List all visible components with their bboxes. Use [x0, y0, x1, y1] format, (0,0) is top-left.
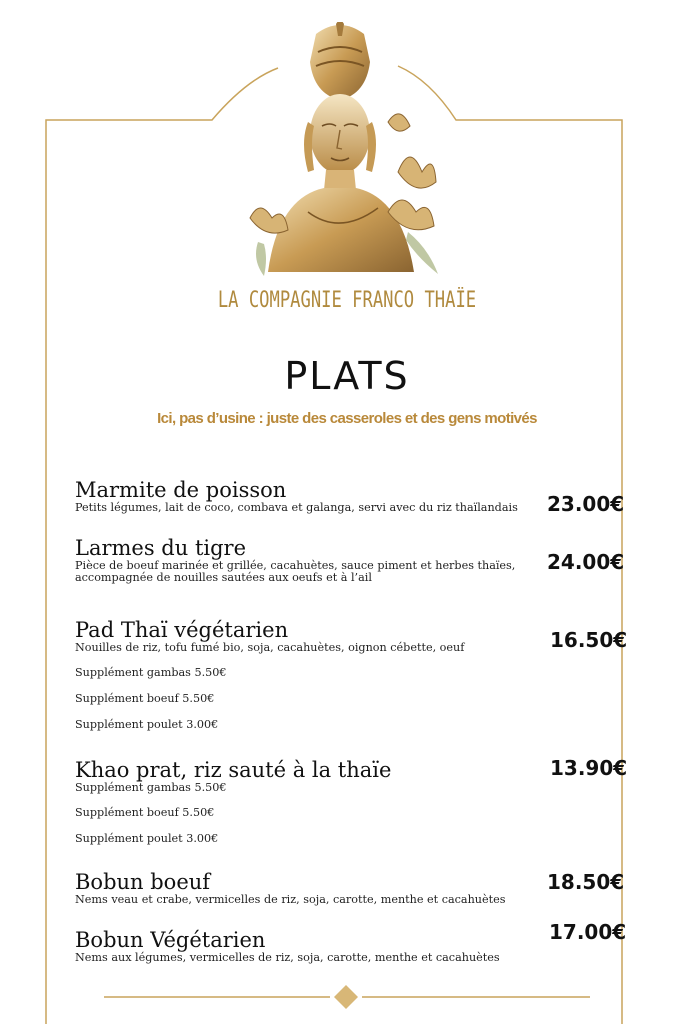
dish-name: Khao prat, riz sauté à la thaïe [75, 758, 392, 782]
dish-price: 17.00€ [549, 920, 627, 944]
tagline: Ici, pas d’usine : juste des casseroles et des gens motivés [157, 410, 537, 427]
supplement-line: Supplément poulet 3.00€ [75, 832, 219, 845]
dish-name: Marmite de poisson [75, 478, 287, 502]
dish-description: Nems veau et crabe, vermicelles de riz, soja, carotte, menthe et cacahuètes [75, 893, 506, 906]
dish-price: 13.90€ [550, 756, 628, 780]
divider-ornament [104, 985, 590, 1009]
dish-description: Nouilles de riz, tofu fumé bio, soja, cacahuètes, oignon cébette, oeuf [75, 641, 465, 654]
buddha-logo-icon [238, 22, 442, 284]
restaurant-brand: LA COMPAGNIE FRANCO THAÏE [217, 288, 477, 313]
dish-name: Bobun Végétarien [75, 928, 266, 952]
dish-price: 18.50€ [547, 870, 625, 894]
dish-price: 23.00€ [547, 492, 625, 516]
dish-description: Nems aux légumes, vermicelles de riz, soja, carotte, menthe et cacahuètes [75, 951, 500, 964]
dish-name: Pad Thaï végétarien [75, 618, 289, 642]
dish-price: 24.00€ [547, 550, 625, 574]
dish-description: Pièce de boeuf marinée et grillée, cacahuètes, sauce piment et herbes thaïes, [75, 559, 516, 572]
dish-price: 16.50€ [550, 628, 628, 652]
dish-description: Petits légumes, lait de coco, combava et galanga, servi avec du riz thaïlandais [75, 501, 518, 514]
supplement-line: Supplément boeuf 5.50€ [75, 806, 215, 819]
dish-name: Bobun boeuf [75, 870, 211, 894]
dish-description: accompagnée de nouilles sautées aux oeufs et à l’ail [75, 571, 372, 584]
supplement-line: Supplément poulet 3.00€ [75, 718, 219, 731]
dish-name: Larmes du tigre [75, 536, 247, 560]
page-title: PLATS [284, 354, 410, 398]
supplement-line: Supplément gambas 5.50€ [75, 666, 227, 679]
supplement-line: Supplément boeuf 5.50€ [75, 692, 215, 705]
dish-description: Supplément gambas 5.50€ [75, 781, 227, 794]
